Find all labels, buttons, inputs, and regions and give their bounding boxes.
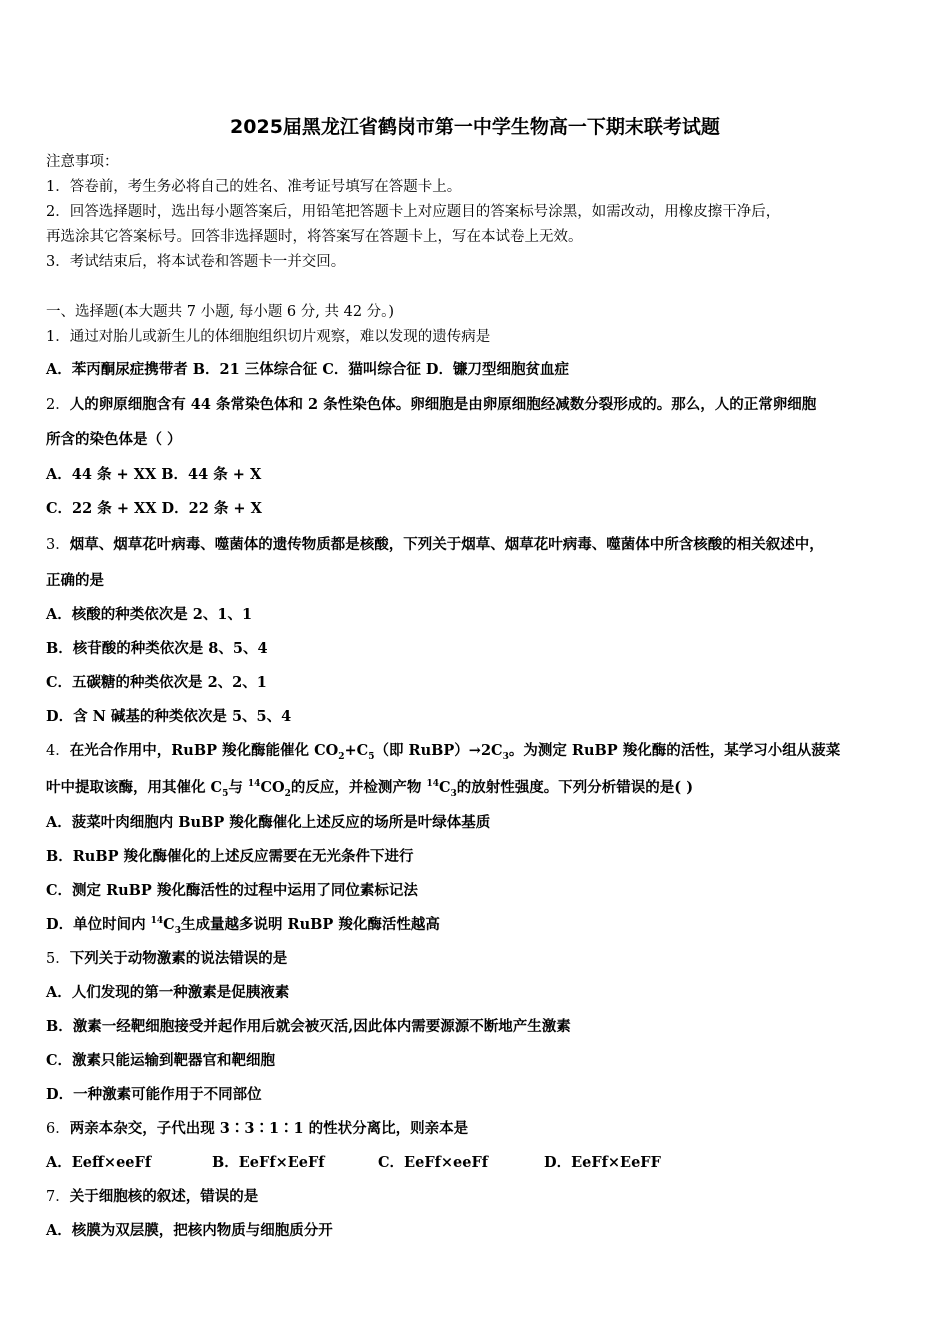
option-part: D．单位时间内: [46, 916, 151, 933]
question-2-options-cd: C．22 条 + XX D．22 条 + X: [46, 500, 262, 517]
question-stem: 烟草、烟草花叶病毒、噬菌体的遗传物质都是核酸，下列关于烟草、烟草花叶病毒、噬菌体中所含核酸的相关叙述中，: [69, 536, 824, 553]
question-stem: 关于细胞核的叙述，错误的是: [69, 1188, 259, 1205]
question-6-option-b: B．EeFf×EeFf: [212, 1154, 325, 1171]
question-5-option-a: A．人们发现的第一种激素是促胰液素: [46, 984, 290, 1001]
question-1: [46, 328, 490, 346]
stem-part: 叶中提取该酶，用其催化 C: [46, 779, 223, 796]
stem-part: 在光合作用中，RuBP 羧化酶能催化 CO: [69, 742, 339, 759]
subscript: 2: [338, 751, 345, 762]
subscript: 3: [502, 751, 509, 762]
notice-item-2b: 再选涂其它答案标号。回答非选择题时，将答案写在答题卡上，写在本试卷上无效。: [46, 229, 583, 245]
question-number: 5．: [46, 951, 70, 967]
notice-item-1: 1．答卷前，考生务必将自己的姓名、准考证号填写在答题卡上。: [46, 179, 462, 195]
superscript: 14: [150, 916, 164, 927]
option-part: C: [163, 916, 175, 933]
question-4-stem-cont: [46, 779, 693, 797]
question-number: 6．: [46, 1121, 70, 1137]
question-number: 4．: [46, 743, 70, 759]
question-6-option-a: A．Eeff×eeFf: [46, 1154, 152, 1171]
question-3: [46, 536, 824, 554]
stem-part: 的反应，并检测产物: [290, 779, 427, 796]
question-1-options: A．苯丙酮尿症携带者 B．21 三体综合征 C．猫叫综合征 D．镰刀型细胞贫血症: [46, 361, 569, 378]
question-number: 2．: [46, 397, 70, 413]
stem-part: 的放射性强度。下列分析错误的是( ): [456, 779, 694, 796]
subscript: 5: [368, 751, 375, 762]
question-3-stem-cont: 正确的是: [46, 572, 104, 589]
question-4-option-a: A．菠菜叶肉细胞内 BuBP 羧化酶催化上述反应的场所是叶绿体基质: [46, 814, 491, 831]
question-2-options-ab: A．44 条 + XX B．44 条 + X: [46, 466, 262, 483]
question-4-option-c: C．测定 RuBP 羧化酶活性的过程中运用了同位素标记法: [46, 882, 418, 899]
question-3-option-c: C．五碳糖的种类依次是 2、2、1: [46, 674, 267, 691]
superscript: 14: [247, 779, 261, 790]
question-6-option-d: D．EeFf×EeFF: [544, 1154, 661, 1171]
question-7: [46, 1188, 258, 1206]
question-2: [46, 396, 816, 414]
question-stem: 人的卵原细胞含有 44 条常染色体和 2 条性染色体。卵细胞是由卵原细胞经减数分裂形成的。那么，人的正常卵细胞: [69, 396, 817, 413]
question-5: [46, 950, 287, 968]
question-3-option-d: D．含 N 碱基的种类依次是 5、5、4: [46, 708, 292, 725]
question-3-option-b: B．核苷酸的种类依次是 8、5、4: [46, 640, 268, 657]
question-4-option-b: B．RuBP 羧化酶催化的上述反应需要在无光条件下进行: [46, 848, 414, 865]
question-stem: 下列关于动物激素的说法错误的是: [69, 950, 288, 967]
stem-part: 与: [228, 779, 248, 796]
subscript: 5: [222, 788, 229, 799]
question-number: 1．: [46, 329, 70, 345]
notice-item-2a: 2．回答选择题时，选出每小题答案后，用铅笔把答题卡上对应题目的答案标号涂黑，如需改动，用橡皮擦干净后，: [46, 204, 781, 220]
question-number: 7．: [46, 1189, 70, 1205]
notice-item-3: 3．考试结束后，将本试卷和答题卡一并交回。: [46, 254, 346, 270]
option-part: 生成量越多说明 RuBP 羧化酶活性越高: [180, 916, 440, 933]
section-heading: 一、选择题(本大题共 7 小题, 每小题 6 分, 共 42 分。): [46, 304, 395, 320]
question-6-options: [46, 1154, 661, 1172]
stem-part: 。为测定 RuBP 羧化酶的活性，某学习小组从菠菜: [508, 742, 841, 759]
question-4-option-d: [46, 916, 440, 934]
question-stem: 通过对胎儿或新生儿的体细胞组织切片观察，难以发现的遗传病是: [69, 329, 491, 345]
question-5-option-c: C．激素只能运输到靶器官和靶细胞: [46, 1052, 276, 1069]
superscript: 14: [426, 779, 439, 790]
stem-part: C: [438, 779, 451, 796]
question-6: [46, 1120, 468, 1138]
stem-part: CO: [260, 779, 285, 796]
question-2-stem-cont: 所含的染色体是（ ）: [46, 431, 182, 448]
question-5-option-d: D．一种激素可能作用于不同部位: [46, 1086, 262, 1103]
notice-heading: 注意事项：: [46, 154, 119, 170]
question-7-option-a: A．核膜为双层膜，把核内物质与细胞质分开: [46, 1222, 333, 1239]
subscript: 3: [450, 788, 457, 799]
question-6-option-c: C．EeFf×eeFf: [378, 1154, 488, 1171]
stem-part: +C: [344, 742, 369, 759]
question-number: 3．: [46, 537, 70, 553]
stem-part: （即 RuBP）→2C: [374, 742, 503, 759]
question-stem: 两亲本杂交，子代出现 3∶3∶1∶1 的性状分离比，则亲本是: [69, 1120, 469, 1137]
subscript: 3: [174, 925, 181, 936]
question-5-option-b: B．激素一经靶细胞接受并起作用后就会被灭活,因此体内需要源源不断地产生激素: [46, 1018, 571, 1035]
question-3-option-a: A．核酸的种类依次是 2、1、1: [46, 606, 253, 623]
subscript: 2: [284, 788, 291, 799]
page-title: 2025届黑龙江省鹤岗市第一中学生物高一下期末联考试题: [230, 116, 720, 138]
question-4: [46, 742, 840, 760]
